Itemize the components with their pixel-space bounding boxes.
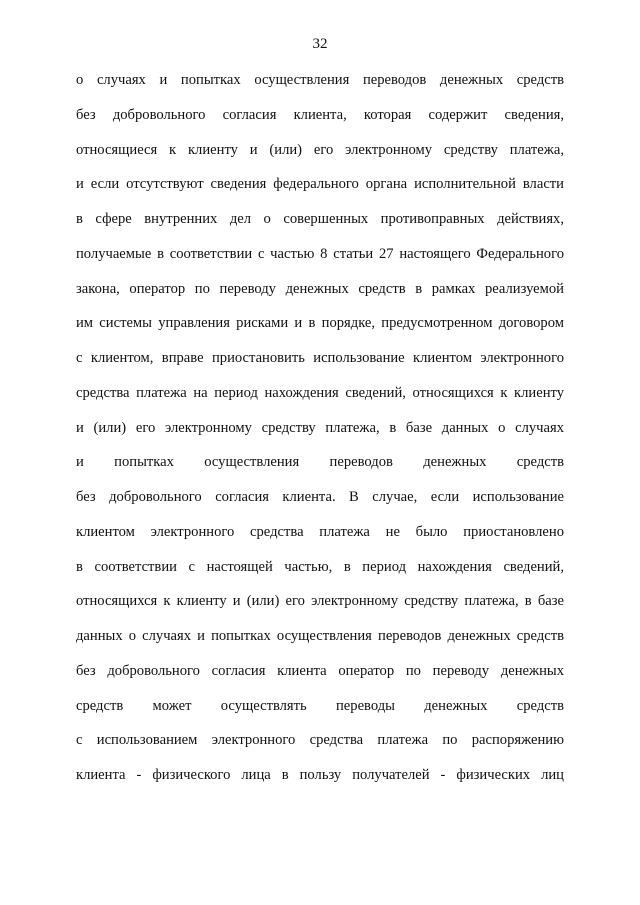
- document-body: [76, 70, 564, 800]
- text-line: получаемые в соответствии с частью 8 статьи 27 настоящего Федерального: [76, 245, 564, 262]
- text-line: и попытках осуществления переводов денежных средств: [76, 454, 564, 471]
- text-line: без добровольного согласия клиента, которая содержит сведения,: [76, 106, 564, 123]
- text-line: средств может осуществлять переводы денежных средств: [76, 697, 564, 714]
- text-line: и (или) его электронному средству платежа, в базе данных о случаях: [76, 419, 564, 436]
- text-line: о случаях и попытках осуществления переводов денежных средств: [76, 72, 564, 88]
- text-line: без добровольного согласия клиента оператор по переводу денежных: [76, 662, 564, 679]
- text-line: клиента - физического лица в пользу получателей - физических лиц: [76, 767, 564, 783]
- text-line: в соответствии с настоящей частью, в период нахождения сведений,: [76, 558, 564, 575]
- text-line: закона, оператор по переводу денежных средств в рамках реализуемой: [76, 280, 564, 297]
- text-line: относящихся к клиенту и (или) его электронному средству платежа, в базе: [76, 593, 564, 610]
- text-line: им системы управления рисками и в порядке, предусмотренном договором: [76, 315, 564, 332]
- text-line: данных о случаях и попытках осуществления переводов денежных средств: [76, 628, 564, 644]
- text-line: и если отсутствуют сведения федерального органа исполнительной власти: [76, 176, 564, 193]
- text-line: относящиеся к клиенту и (или) его электронному средству платежа,: [76, 141, 564, 158]
- text-line: клиентом электронного средства платежа не было приостановлено: [76, 523, 564, 540]
- text-line: средства платежа на период нахождения сведений, относящихся к клиенту: [76, 384, 564, 401]
- text-line: с клиентом, вправе приостановить использование клиентом электронного: [76, 350, 564, 366]
- text-line: в сфере внутренних дел о совершенных противоправных действиях,: [76, 211, 564, 227]
- text-line: без добровольного согласия клиента. В случае, если использование: [76, 489, 564, 505]
- text-line: с использованием электронного средства платежа по распоряжению: [76, 732, 564, 749]
- page-number: 32: [312, 36, 328, 52]
